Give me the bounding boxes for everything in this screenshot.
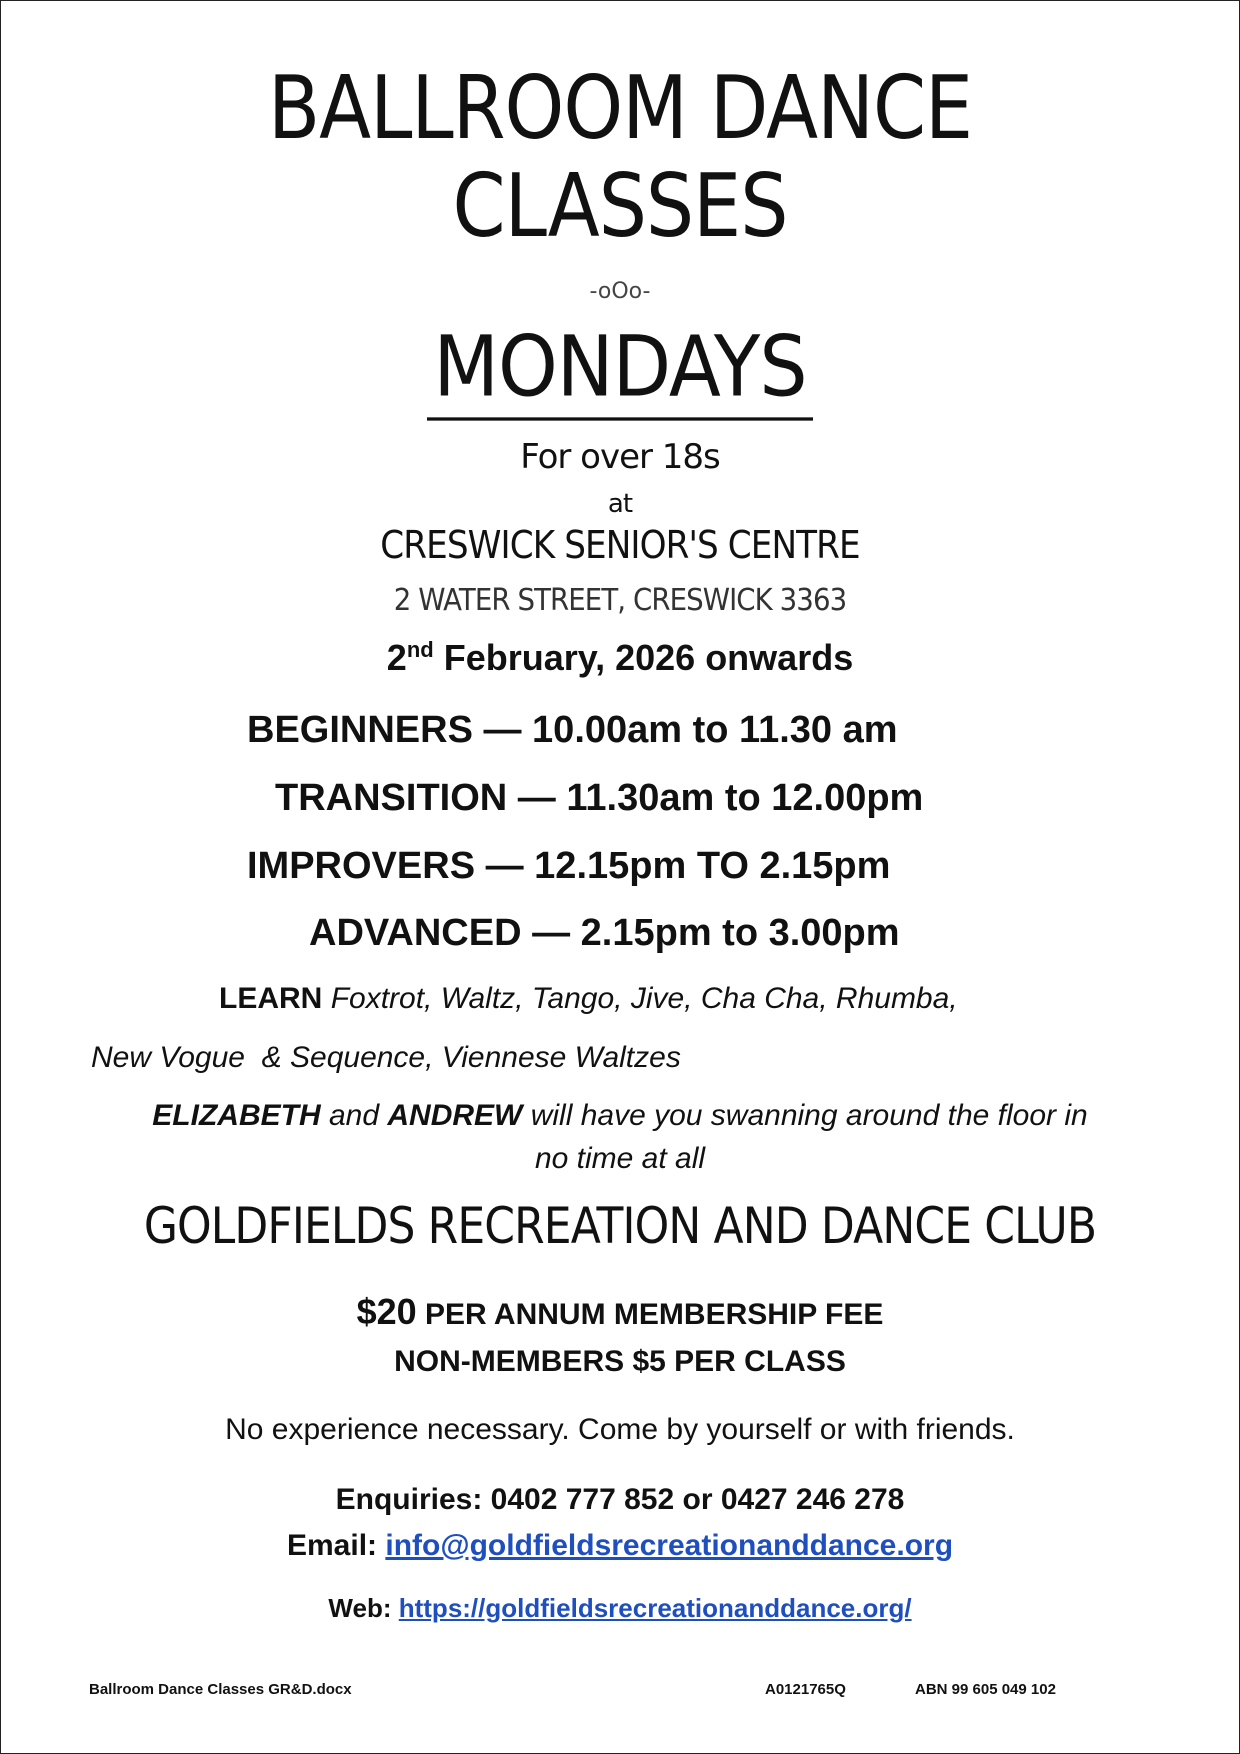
schedule-dash: — [532,912,571,954]
dances-list-1: Foxtrot, Waltz, Tango, Jive, Cha Cha, Rhumba, [330,982,958,1015]
venue-address: 2 WATER STREET, CRESWICK 3363 [393,583,847,618]
web-line [1,1593,1239,1624]
email-label: Email: [286,1529,378,1562]
web-label: Web: [328,1593,392,1623]
schedule-dash: — [485,845,524,887]
ornament-divider: -oOo- [589,279,651,304]
schedule-row [309,912,900,955]
schedule-level: IMPROVERS [247,845,476,887]
audience-text: For over 18s [520,437,720,477]
title-line-1: BALLROOM DANCE [267,56,973,159]
email-link[interactable]: info@goldfieldsrecreationanddance.org [385,1529,954,1562]
date-suffix: nd [406,637,434,662]
schedule-level: TRANSITION [275,777,508,819]
day-heading-wrap [1,317,1239,416]
schedule-row [247,845,890,888]
learn-label: LEARN [219,982,323,1015]
non-member-fee: NON-MEMBERS $5 PER CLASS [394,1345,846,1378]
start-date [1,637,1239,679]
schedule-level: BEGINNERS [247,709,473,751]
tutor-name-2: ANDREW [387,1099,523,1132]
fee-amount: $20 [356,1291,417,1332]
date-rest: February, 2026 onwards [443,637,854,678]
title-line-2: CLASSES [452,154,788,257]
email-line [1,1529,1239,1563]
footer-registration-number: A0121765Q [765,1681,846,1698]
footer-filename: Ballroom Dance Classes GR&D.docx [89,1681,352,1698]
schedule-dash: — [483,709,522,751]
venue-name: CRESWICK SENIOR'S CENTRE [380,523,860,567]
schedule-row [247,709,898,752]
learn-line-1 [219,982,958,1016]
schedule-dash: — [517,777,556,819]
at-text: at [607,489,633,519]
enquiries-phone: Enquiries: 0402 777 852 or 0427 246 278 [335,1483,905,1516]
schedule-time: 11.30am to 12.00pm [566,777,924,819]
date-day-number: 2 [386,637,407,678]
fee-description: PER ANNUM MEMBERSHIP FEE [425,1298,884,1331]
membership-fee [1,1291,1239,1333]
tutor-name-1: ELIZABETH [152,1099,321,1132]
tutors-line-1-rest: will have you swanning around the floor in [530,1099,1088,1132]
dances-list-2: New Vogue & Sequence, Viennese Waltzes [91,1041,681,1074]
schedule-time: 10.00am to 11.30 am [532,709,898,751]
footer-abn: ABN 99 605 049 102 [915,1681,1056,1698]
experience-note: No experience necessary. Come by yourself or with friends. [225,1413,1015,1446]
tutors-line-2: no time at all [534,1142,706,1175]
day-heading: MONDAYS [427,318,812,420]
schedule-level: ADVANCED [309,912,522,954]
schedule-time: 2.15pm to 3.00pm [580,912,900,954]
tutors-and: and [328,1099,380,1132]
tutors-line-1 [1,1099,1239,1133]
web-link[interactable]: https://goldfieldsrecreationanddance.org/ [398,1593,912,1623]
schedule-row [275,777,923,820]
club-name: GOLDFIELDS RECREATION AND DANCE CLUB [143,1197,1097,1255]
schedule-time: 12.15pm TO 2.15pm [534,845,891,887]
